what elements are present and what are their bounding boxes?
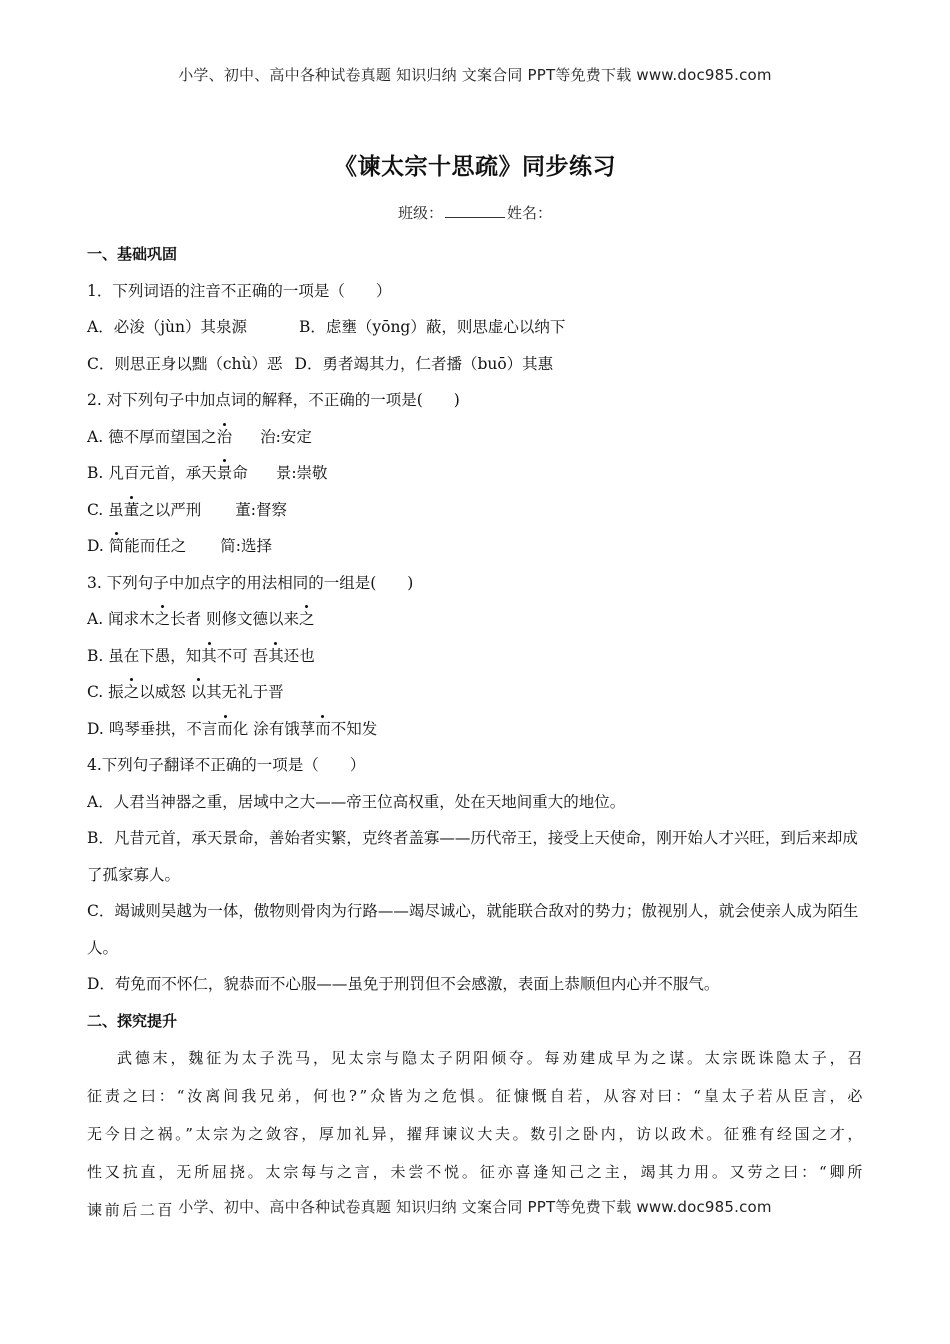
dotted-char: 而 xyxy=(217,719,233,738)
option-text: 长者 则修文德以来 xyxy=(170,610,300,628)
option-text: 不可 吾 xyxy=(216,646,269,665)
q1-options-ab xyxy=(87,309,865,346)
option-text: 命 xyxy=(232,464,248,482)
option-label: C. xyxy=(87,683,104,701)
q1-options-cd xyxy=(87,346,865,383)
option-label: A. xyxy=(87,427,104,446)
option-text: 虽在下愚，知 xyxy=(108,646,202,665)
class-blank xyxy=(445,203,505,218)
option-text: 其无礼于晋 xyxy=(206,683,284,701)
q3-option-d xyxy=(87,711,865,748)
option-gloss: 治:安定 xyxy=(260,427,312,446)
dotted-char: 景 xyxy=(216,464,233,482)
page-header: 小学、初中、高中各种试卷真题 知识归纳 文案合同 PPT等免费下载 www.doc985.com xyxy=(178,66,772,84)
page-footer: 小学、初中、高中各种试卷真题 知识归纳 文案合同 PPT等免费下载 www.doc985.com xyxy=(178,1198,772,1216)
q3-stem: 3. 下列句子中加点字的用法相同的一组是( ) xyxy=(87,573,414,592)
q4-option-d: D．苟免而不怀仁，貌恭而不心服——虽免于刑罚但不会感激，表面上恭顺但内心并不服气。 xyxy=(87,975,720,993)
dotted-char: 以 xyxy=(190,683,207,701)
q2-option-c xyxy=(87,492,865,529)
dotted-char: 其 xyxy=(268,646,284,665)
option-gloss: 董:督察 xyxy=(235,500,287,519)
q3-option-a xyxy=(87,601,865,638)
dotted-char: 董 xyxy=(123,500,140,519)
document-title: 《谏太宗十思疏》同步练习 xyxy=(334,153,616,180)
q1-option-c: C．则思正身以黜（chù）恶 xyxy=(87,354,283,373)
dotted-char: 其 xyxy=(201,646,217,665)
option-text: 虽 xyxy=(108,500,124,519)
q2-option-d xyxy=(87,528,865,565)
q3-option-b xyxy=(87,638,865,675)
option-label: B. xyxy=(87,464,104,482)
q1-option-d: D．勇者竭其力，仁者播（buō）其惠 xyxy=(294,354,554,373)
option-text: 能而任之 xyxy=(124,537,187,555)
option-text: 之以严刑 xyxy=(139,500,202,519)
class-name-line xyxy=(0,202,950,223)
q4-option-c: C．竭诚则吴越为一体，傲物则骨肉为行路——竭尽诚心，就能联合敌对的势力；傲视别人，就会使亲人成为陌生人。 xyxy=(87,902,859,957)
option-label: C. xyxy=(87,500,104,519)
option-text: 德不厚而望国之 xyxy=(108,427,217,446)
q2-stem: 2. 对下列句子中加点词的解释，不正确的一项是( ) xyxy=(87,391,460,409)
q2-option-b xyxy=(87,455,865,492)
option-text: 振 xyxy=(108,683,124,701)
option-gloss: 景:崇敬 xyxy=(275,464,328,482)
option-label: A. xyxy=(87,610,104,628)
option-text: 凡百元首，承天 xyxy=(108,464,217,482)
section-heading-2: 二、探究提升 xyxy=(87,1011,178,1030)
dotted-char: 简 xyxy=(108,537,125,555)
dotted-char: 之 xyxy=(299,610,315,628)
document-body xyxy=(87,236,865,1229)
option-text: 闻求木 xyxy=(108,610,155,628)
dotted-char: 之 xyxy=(123,683,140,701)
option-text: 化 涂有饿莩 xyxy=(232,719,316,738)
dotted-char: 而 xyxy=(315,719,331,738)
option-text: 以威怒 xyxy=(139,683,191,701)
name-label: 姓名： xyxy=(507,204,553,222)
option-gloss: 简:选择 xyxy=(220,537,273,555)
q1-option-b: B．虑壅（yōng）蔽，则思虚心以纳下 xyxy=(298,318,566,336)
q3-option-c xyxy=(87,674,865,711)
reading-passage: 武德末，魏征为太子洗马，见太宗与隐太子阴阳倾夺。每劝建成早为之谋。太宗既诛隐太子，召征责之曰：“汝离间我兄弟，何也?”众皆为之危惧。征慷慨自若，从容对曰：“皇太子若从臣言，必无今日之祸。”太宗为之敛容，厚加礼异，擢拜谏议大夫。数引之卧内，访以政术。征雅有经国之才，性又抗直，无所屈挠。太宗每与之言，未尝不悦。征亦喜逢知己之主，竭其力用。又劳之曰：“卿所谏前后二百 xyxy=(87,1049,865,1219)
option-text: 还也 xyxy=(283,646,315,665)
option-text: 不知发 xyxy=(330,719,378,738)
dotted-char: 之 xyxy=(154,610,171,628)
q1-stem: 1．下列词语的注音不正确的一项是（ ） xyxy=(87,281,392,300)
class-label: 班级： xyxy=(397,204,443,222)
q4-option-b: B．凡昔元首，承天景命，善始者实繁，克终者盖寡——历代帝王，接受上天使命，刚开始人才兴旺，到后来却成了孤家寡人。 xyxy=(87,829,858,884)
option-label: B. xyxy=(87,646,104,665)
q2-option-a xyxy=(87,419,865,456)
option-label: D. xyxy=(87,719,104,738)
dotted-char: 治 xyxy=(216,427,233,446)
section-heading-1: 一、基础巩固 xyxy=(87,245,178,263)
option-text: 鸣琴垂拱，不言 xyxy=(108,719,218,738)
q4-option-a: A．人君当神器之重，居域中之大——帝王位高权重，处在天地间重大的地位。 xyxy=(87,792,626,811)
q1-option-a: A．必浚（jùn）其泉源 xyxy=(87,318,247,336)
option-label: D. xyxy=(87,537,104,555)
q4-stem: 4.下列句子翻译不正确的一项是（ ） xyxy=(87,756,366,774)
